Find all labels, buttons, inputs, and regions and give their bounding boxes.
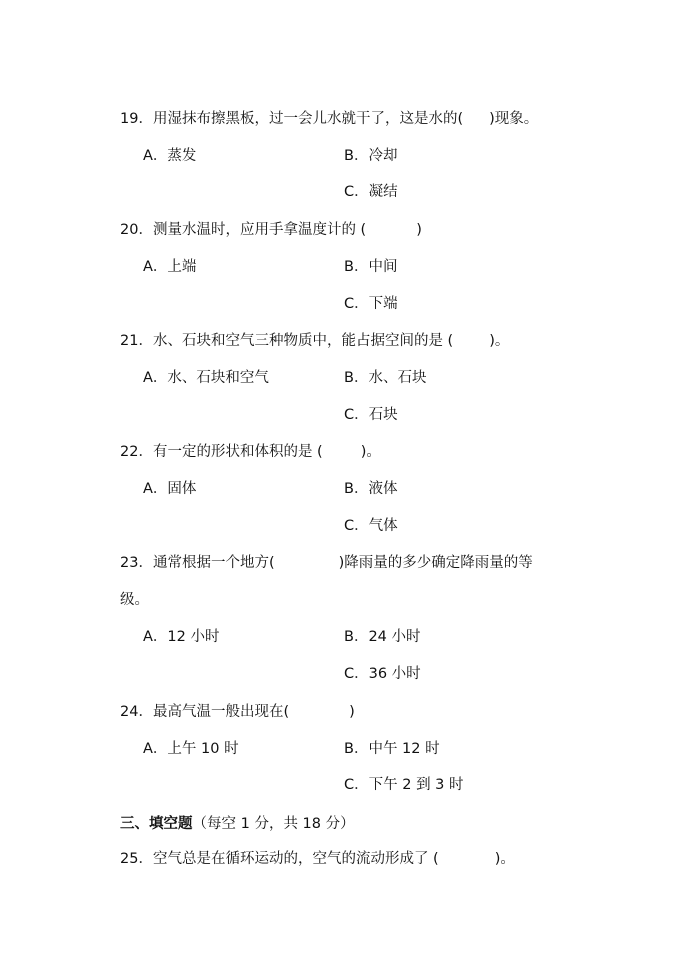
question-20-option-c[interactable]: C．下端 xyxy=(344,296,398,312)
question-21-stem-end: )。 xyxy=(489,333,510,349)
question-22-option-c[interactable]: C．气体 xyxy=(344,518,398,534)
question-23-stem: 23．通常根据一个地方( xyxy=(120,555,275,571)
question-24 xyxy=(120,702,355,722)
question-22-stem-end: )。 xyxy=(360,444,381,460)
question-25-stem-end: )。 xyxy=(494,851,515,867)
question-25-stem: 25．空气总是在循环运动的，空气的流动形成了 ( xyxy=(120,851,439,867)
question-21-option-a[interactable]: A．水、石块和空气 xyxy=(143,370,269,386)
question-20-option-b[interactable]: B．中间 xyxy=(344,259,398,275)
question-24-option-a[interactable]: A．上午 10 时 xyxy=(143,741,239,757)
question-20-option-a[interactable]: A．上端 xyxy=(143,259,197,275)
question-24-stem-end: ) xyxy=(349,704,355,720)
question-20-stem: 20．测量水温时，应用手拿温度计的 ( xyxy=(120,222,367,238)
question-22-option-a[interactable]: A．固体 xyxy=(143,481,197,497)
question-19-option-b[interactable]: B．冷却 xyxy=(344,148,398,164)
question-19-option-a[interactable]: A．蒸发 xyxy=(143,148,197,164)
question-19-stem: 19．用湿抹布擦黑板，过一会儿水就干了，这是水的( xyxy=(120,111,464,127)
question-22-option-b[interactable]: B．液体 xyxy=(344,481,398,497)
question-23 xyxy=(120,553,533,573)
question-22 xyxy=(120,442,381,462)
question-25 xyxy=(120,849,515,869)
question-20 xyxy=(120,220,422,240)
question-21 xyxy=(120,331,509,351)
question-20-stem-end: ) xyxy=(416,222,422,238)
section-heading xyxy=(120,814,355,834)
question-23-stem-continued: 级。 xyxy=(120,592,149,608)
question-19-stem-end: )现象。 xyxy=(489,111,539,127)
section-title: 三、填空题 xyxy=(120,816,193,832)
question-21-stem: 21．水、石块和空气三种物质中，能占据空间的是 ( xyxy=(120,333,454,349)
question-23-option-a[interactable]: A．12 小时 xyxy=(143,629,220,645)
section-scoring-note: （每空 1 分，共 18 分） xyxy=(192,816,355,832)
question-23-option-b[interactable]: B．24 小时 xyxy=(344,629,421,645)
question-21-option-c[interactable]: C．石块 xyxy=(344,407,398,423)
question-23-stem-end: )降雨量的多少确定降雨量的等 xyxy=(338,555,533,571)
question-24-option-c[interactable]: C．下午 2 到 3 时 xyxy=(344,777,464,793)
question-23-option-c[interactable]: C．36 小时 xyxy=(344,666,421,682)
question-21-option-b[interactable]: B．水、石块 xyxy=(344,370,427,386)
question-22-stem: 22．有一定的形状和体积的是 ( xyxy=(120,444,323,460)
question-19 xyxy=(120,109,538,129)
question-24-stem: 24．最高气温一般出现在( xyxy=(120,704,290,720)
question-19-option-c[interactable]: C．凝结 xyxy=(344,184,398,200)
question-24-option-b[interactable]: B．中午 12 时 xyxy=(344,741,440,757)
